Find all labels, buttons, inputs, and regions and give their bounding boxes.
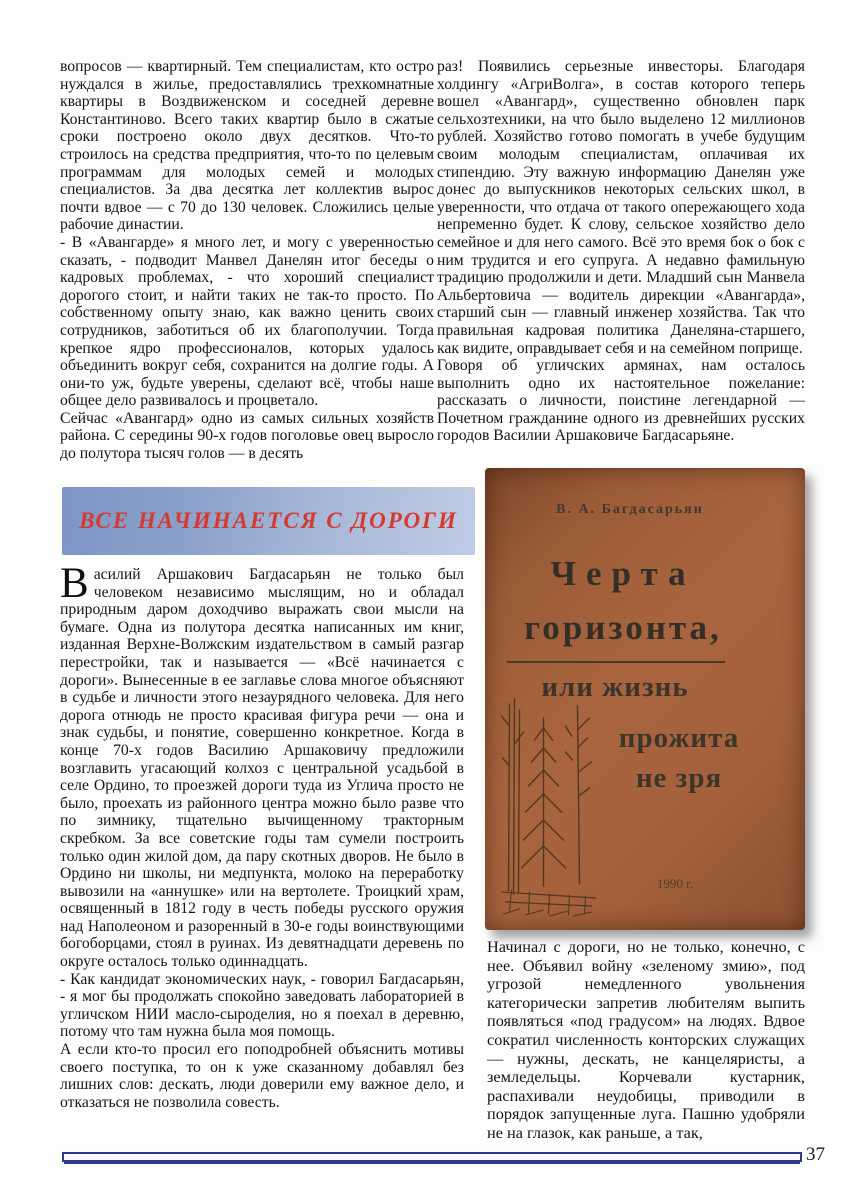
- book-cover-title-line2: горизонта,: [524, 608, 722, 647]
- section-banner: [62, 487, 475, 555]
- top-left-column: [60, 58, 434, 463]
- book-cover-subtitle-line1: или жизнь: [541, 671, 689, 703]
- paragraph: Говоря об угличских армянах, нам осталось выполнить одно их настоятельное пожелание: рассказать о личности, поистине легендарной — Почетном гражданине одного из древнейших русских городов Василии Аршаковиче Багдасарьяне.: [437, 357, 805, 445]
- paragraph: - Как кандидат экономических наук, - говорил Багдасарьян, - я мог бы продолжать спокойно заведовать лабораторией в угличском НИИ масло-сыроделия, но я поехал в деревню, потому что там нужна была моя помощь.: [60, 970, 464, 1041]
- paragraph-with-dropcap: [60, 560, 464, 971]
- book-cover-subtitle-line3: не зря: [635, 762, 723, 794]
- paragraph: А если кто-то просил его поподробней объяснить мотивы своего поступка, то он к уже сказанному добавлял без лишних слов: дескать, люди доверили ему важное дело, и отказаться не позволила совесть.: [60, 1041, 464, 1111]
- book-cover-year: 1990 г.: [656, 876, 694, 891]
- page-number: 37: [806, 1144, 825, 1165]
- book-cover-title-line1: Черта: [550, 554, 696, 593]
- section-title: ВСЕ НАЧИНАЕТСЯ С ДОРОГИ: [79, 508, 458, 533]
- book-cover-author: В. А. Багдасарьян: [556, 502, 704, 517]
- dropcap-letter: В: [60, 560, 89, 607]
- top-right-column: [437, 58, 805, 445]
- book-cover-image: [485, 468, 805, 930]
- paragraph-text: асилий Аршакович Багдасарьян не только был человеком независимо мыслящим, но и обладал природным даром доходчиво выражать свои мысли на бумаге. Одна из полутора десятка написанных им книг, изданная Верхне-Волжским издательством в самый разгар перестройки, так и называется — «Всё начинается с дороги». Вынесенные в ее заглавье слова многое объясняют в судьбе и личности этого незаурядного человека. Для него дорога отнюдь не просто красивая фигура речи — она и знак судьбы, и понятие, совершенно конкретное. Когда в конце 70-х годов Василию Аршаковичу предложили возглавить угасающий колхоз с центральной усадьбой в селе Ордино, то проезжей дороги туда из Углича просто не было, проехать из районного центра можно было разве что по зимнику, тщательно вычищенному тракторным скребком. За все советские годы там сумели построить только один жилой дом, да пару скотных дворов. Не было в Ордино ни школы, ни медпункта, молоко на переработку вывозили на «аннушке» или на вертолете. Троицкий храм, освященный в 1812 году в честь победы русского оружия над Наполеоном и разоренный в 30-е годы воинствующими богоборцами, стоял в руинах. Из девятнадцати деревень по округе осталось только одиннадцать.: [60, 566, 464, 971]
- paragraph: раз! Появились серьезные инвесторы. Благодаря холдингу «АгриВолга», в состав которого теперь вошел «Авангард», существенно обновлен парк сельхозтехники, на что было выделено 12 миллионов рублей. Хозяйство готово помогать в учебе будущим своим молодым специалистам, оплачивая их стипендию. Эту важную информацию Данелян уже донес до выпускников некоторых сельских школ, в уверенности, что отдача от такого опережающего хода непременно будет. К слову, сельское хозяйство дело семейное и для него самого. Всё это время бок о бок с ним трудится и его супруга. А недавно фамильную традицию продолжили и дети. Младший сын Манвела Альбертовича — водитель дирекции «Авангарда», старший сын — главный инженер хозяйства. Так что правильная кадровая политика Данеляна-старшего, как видите, оправдывает себя и на семейном поприще.: [437, 58, 805, 357]
- paragraph: вопросов — квартирный. Тем специалистам, кто остро нуждался в жилье, предоставлялись трехкомнатные квартиры в Воздвиженском и соседней деревне Константиново. Всего таких квартир было в сжатые сроки построено около двух десятков. Что-то строилось на средства предприятия, что-то по целевым программам для молодых семей и молодых специалистов. За два десятка лет коллектив вырос почти вдвое — с 70 до 130 человек. Сложились целые рабочие династии.: [60, 58, 434, 234]
- tree-illustration-icon: [497, 696, 602, 921]
- book-cover-subtitle-line2: прожита: [618, 722, 740, 754]
- paragraph: Начинал с дороги, но не только, конечно, с нее. Объявил войну «зеленому змию», под угрозой немедленного увольнения категорически запретив любителям выпить появляться «под градусом» на людях. Вдвое сократил численность конторских служащих — нужны, дескать, не канцеляристы, а земледельцы. Корчевали кустарник, распахивали неудобицы, приводили в порядок запущенные луга. Пашню удобряли не на глазок, как раньше, а так,: [487, 937, 805, 1142]
- footer-rule: [62, 1152, 802, 1162]
- paragraph: - В «Авангарде» я много лет, и могу с уверенностью сказать, - подводит Манвел Данелян итог беседы о кадровых проблемах, - что хороший специалист дорогого стоит, и найти таких не так-то просто. По собственному опыту знаю, как важно ценить своих сотрудников, заботиться об их благополучии. Тогда крепкое ядро профессионалов, которых удалось объединить вокруг себя, сохранится на долгие годы. А они-то уж, будьте уверены, сделают всё, чтобы наше общее дело развивалось и процветало.: [60, 233, 434, 410]
- paragraph: Сейчас «Авангард» одно из самых сильных хозяйств района. С середины 90-х годов поголовье овец выросло до полутора тысяч голов — в десять: [60, 409, 434, 463]
- bottom-left-column: [60, 560, 464, 1111]
- bottom-right-column: [487, 938, 805, 1143]
- book-cover-underline: [507, 661, 725, 663]
